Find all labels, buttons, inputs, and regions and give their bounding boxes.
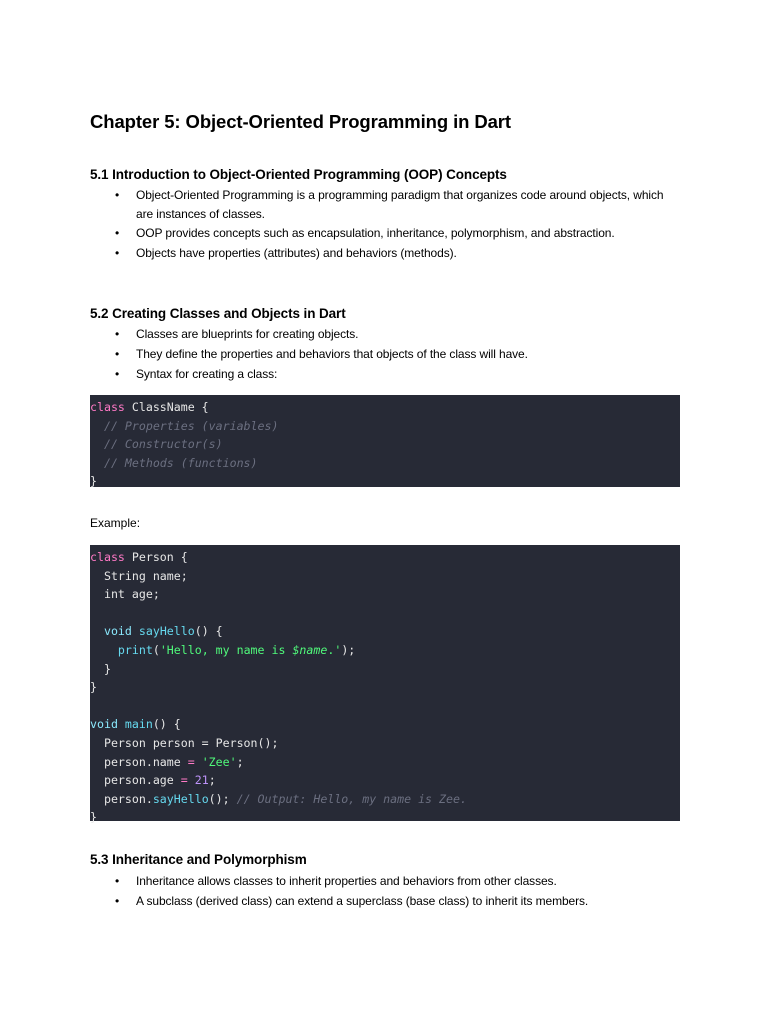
code-operator: = [180,773,188,788]
bullet-list-5-3 [90,872,680,912]
code-keyword: class [90,550,125,564]
code-text: Person { [124,550,188,564]
code-keyword: class [90,400,125,414]
section-heading-5-3: 5.3 Inheritance and Polymorphism [90,852,307,867]
code-space [118,717,125,731]
code-text: String name; [90,568,188,583]
code-line [90,753,680,772]
code-line [90,417,680,436]
example-label: Example: [90,516,141,530]
code-block-example [90,545,680,825]
code-string: 'Zee' [201,754,237,769]
code-text: ; [208,773,216,788]
code-block-syntax [90,395,680,487]
code-text: Person person = Person(); [90,735,279,750]
code-space [188,773,195,787]
code-line [90,808,680,827]
bullet-list-5-2 [90,325,680,384]
code-comment: // Properties (variables) [90,418,279,433]
code-line [90,567,680,586]
code-function: sayHello [152,791,209,806]
code-text: () { [194,624,223,639]
code-function: sayHello [138,624,195,639]
bullet-item: • Classes are blueprints for creating objects. [90,325,680,344]
code-line [90,435,680,454]
code-number: 21 [194,773,209,788]
bullet-item: • A subclass (derived class) can extend a superclass (base class) to inherit its members. [90,892,680,911]
code-line-blank [90,604,680,623]
code-indent [90,624,104,638]
code-text: person.age [90,773,181,788]
bullet-item: • Object-Oriented Programming is a programming paradigm that organizes code around objects, which are instances of classes. [90,186,680,223]
section-heading-5-1: 5.1 Introduction to Object-Oriented Programming (OOP) Concepts [90,167,507,182]
code-line [90,715,680,734]
code-text: person. [90,791,153,806]
code-text: ( [152,642,160,657]
code-text: person.name [90,754,188,769]
bullet-item: • Objects have properties (attributes) and behaviors (methods). [90,244,680,263]
code-line [90,548,680,567]
bullet-list-5-1 [90,186,680,264]
code-keyword: void [103,624,132,639]
section-heading-5-2: 5.2 Creating Classes and Objects in Dart [90,306,346,321]
code-text: ClassName { [124,400,209,414]
code-text: } [90,474,97,489]
code-indent [90,643,118,657]
code-string: 'Hello, my name is [159,642,293,657]
code-line [90,398,680,417]
bullet-item: • They define the properties and behaviors that objects of the class will have. [90,345,680,364]
code-line [90,790,680,809]
code-line [90,454,680,473]
code-space [132,624,139,638]
code-text: } [90,810,97,825]
code-comment: // Constructor(s) [90,437,223,452]
code-interpolation: $name [292,642,328,657]
code-text: } [90,661,111,676]
code-line [90,660,680,679]
bullet-item: • OOP provides concepts such as encapsulation, inheritance, polymorphism, and abstraction. [90,224,680,243]
code-line [90,622,680,641]
code-keyword: void [90,717,118,732]
code-space [195,755,202,769]
chapter-title: Chapter 5: Object-Oriented Programming in Dart [90,111,511,132]
code-operator: = [187,754,195,769]
code-string: .' [327,642,342,657]
code-function: main [124,717,153,732]
code-text: ); [341,642,356,657]
code-line [90,771,680,790]
bullet-item: • Inheritance allows classes to inherit properties and behaviors from other classes. [90,872,680,891]
code-comment: // Output: Hello, my name is Zee. [236,791,467,806]
code-text: ; [236,754,244,769]
code-line [90,641,680,660]
code-function: print [117,642,153,657]
code-text: (); [208,791,237,806]
code-line [90,678,680,697]
code-line [90,585,680,604]
code-line [90,472,680,491]
code-line [90,734,680,753]
code-text: () { [152,717,181,732]
code-text: } [90,680,97,695]
code-comment: // Methods (functions) [90,455,258,470]
code-line-blank [90,697,680,716]
code-text: int age; [90,587,160,602]
bullet-item: • Syntax for creating a class: [90,365,680,384]
